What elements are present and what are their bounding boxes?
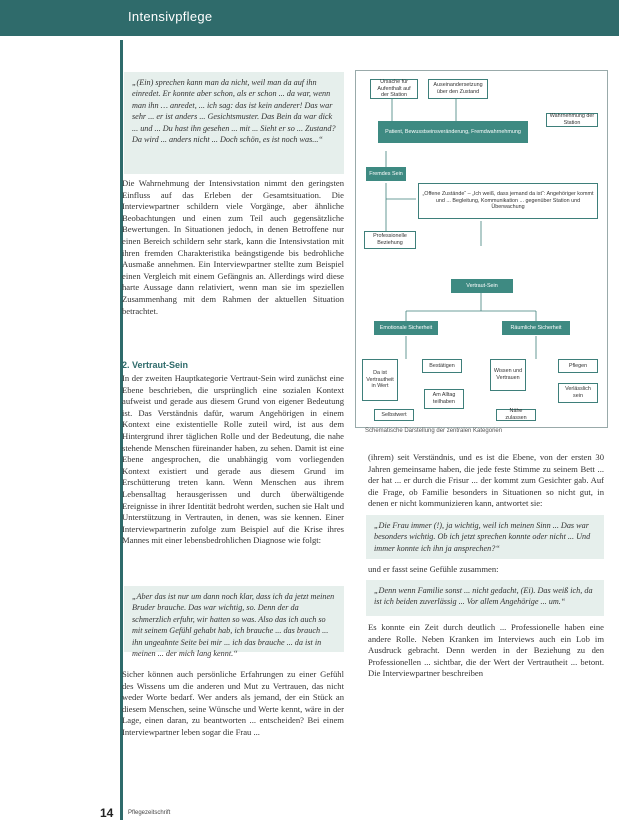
diagram-box-patient: Patient, Bewusstseinsveränderung, Fremdwahrnehmung (378, 121, 528, 143)
interview-quote-4: „Denn wenn Familie sonst ... nicht gedacht, (Ei). Das weiß ich, da ist ich beiden zuverlässig ... Vor allem Angehörige ... um.“ (366, 580, 604, 616)
body-paragraph-1: Die Wahrnehmung der Intensivstation nimmt den geringsten Einfluss auf das Erleben der Gesamtsituation. Die Interviewpartner schildern viele Vorgänge, aber ähnliche Beobachtungen und einen zum Teil auch gegensätzliche Bewertungen. In Situationen jedoch, in denen Betroffene nur einen Bereich schildern sehr stark, kann die Intensivstation mit ihren fremden Charakteristika beängstigende bis bedrohliche Ausmaße annehmen. Ein Interviewpartner stellte zum Beispiel einen Vergleich mit einem Gefängnis an. Allerdings wird diese harte Aussage dann relativiert, wenn man sie im speziellen Zusammenhang mit dem Rahmen der aktuellen Situation betrachtet. (122, 178, 344, 316)
interview-quote-3: „Die Frau immer (!), ja wichtig, weil ich meinen Sinn ... Das war besonders wichtig. Ob ich jetzt sprechen konnte oder nicht ... Und immer konnte ich ihn ja ansprechen?“ (366, 515, 604, 559)
diagram-box-professional: Professionelle Beziehung (364, 231, 416, 249)
body-paragraph-3: Sicher können auch persönliche Erfahrungen zu einer Gefühl des Wissens um die anderen und Mut zu Vertrauen, das nicht weder Worte bedarf. Wer anders als jemand, der ein Stück an diesem Menschen, seine Wünsche und Werte kennt, wäre in der Lage, einen daran, zu beantworten ... entscheiden? Bei einem Interviewpartner leben sogar die Frau ... (122, 669, 344, 737)
body-paragraph-right-2: und er fasst seine Gefühle zusammen: (368, 564, 499, 574)
diagram-box-open-states: „Offene Zustände“ – „Ich weiß, dass jemand da ist“: Angehöriger kommt und ... Begleitung, Kommunikation ... gegenüber Station und Überwachung (418, 183, 598, 219)
section-heading: 2. Vertraut-Sein (122, 360, 189, 370)
interview-quote-1: „(Ein) sprechen kann man da nicht, weil man da auf ihn einredet. Er konnte aber schon, als er schon ... da war, wenn man ihn … anredet, ... ich sag: das ist kein anderer! Das war sehr ... er ist anders ... Gesichtsmuster. Das Bein da war dick ... und ... Du hast ihn gesehen ... mit ... Sieht er so ... Zustand? Da wird ... anders nicht ... Doch schön, es ist noch was...“ (124, 72, 344, 174)
diagram-box-daily-life: Am Alltag teilhaben (424, 389, 464, 409)
diagram-box-value: Da ist Vertrautheit in Wert (362, 359, 398, 401)
diagram-box-discussion: Auseinandersetzung über den Zustand (428, 79, 488, 99)
body-paragraph-right-3: Es konnte ein Zeit durch deutlich ... Professionelle haben eine andere Rolle. Neben Kranken im Interviews auch ein Lob im Ausdruck gebracht. Denn werden in der Beziehung zu den Professionellen ... sichtbar, die der Wert der Vertrautheit ... betont. Die Interviewpartner beschreiben (368, 622, 604, 679)
diagram-box-spatial: Räumliche Sicherheit (502, 321, 570, 335)
diagram-box-closeness: Nähe zulassen (496, 409, 536, 421)
page-header (0, 0, 619, 36)
figure-caption: Schematische Darstellung der zentralen Kategorien (365, 428, 503, 434)
diagram-box-emotional: Emotionale Sicherheit (374, 321, 438, 335)
diagram-box-care: Pflegen (558, 359, 598, 373)
body-paragraph-2: In der zweiten Hauptkategorie Vertraut-Sein wird zunächst eine Ebene beschrieben, die ursprünglich eine sozialen Kontext aufweist und gerade aus diesem Grund von eigener Bedeutung ist. Das Verständnis dafür, warum Angehörigen in einem Kontext eine existentielle Rolle zuteil wird, ist aus dem Hintergrund ihrer täglichen Rolle und der Bedeutung, die nahe stehende Menschen füreinander haben, zu sehen. Damit ist eine Ebene angesprochen, die unabhängig vom vorliegenden Kontext existiert und gerade aus diesem Grund im Erschütterung treten kann. Wenn Menschen aus ihrem Lebensalltag herausgerissen und durch überwältigende Ereignisse in ihrer Identität bedroht werden, suchen sie Halt und Unterstützung in Vertrauten, in denen, was sie kennen. Einer Interviewpartnerin zufolge zum Beispiel auf die Krise ihres Mannes mit einer lebensbedrohlichen Diagnose wie folgt: (122, 373, 344, 546)
diagram-box-cause: Ursache für Aufenthalt auf der Station (370, 79, 418, 99)
diagram-box-reliable: Verlässlich sein (558, 383, 598, 403)
interview-quote-2: „Aber das ist nur um dann noch klar, dass ich da jetzt meinen Bruder brauche. Das war wichtig, so. Denn der da schmerzlich erfuhr, wir hatten so was. Also das ich auch so mit seinem Gefühl gehabt hab, ich brauche ... das brauch ... ihn ungeahnte Seite bei mir ... ich das brauche ... da ist in meinen ... der mich lang kennt.“ (124, 586, 344, 652)
category-diagram (355, 70, 608, 428)
header-title: Intensivpflege (128, 9, 213, 24)
diagram-box-trusted: Vertraut-Sein (451, 279, 513, 293)
page-number: 14 (100, 806, 114, 820)
diagram-box-knowledge: Wissen und Vertrauen (490, 359, 526, 391)
body-paragraph-right-1: (ihrem) seit Verständnis, und es ist die Ebene, von der ersten 30 Jahren gemeinsame haben, die jede feste Stimme zu seinem Bett ... der hat ... er durch die Frisur ... der kommt zum Gesichter gab. Auf die Frage, ob Familie besonders in Situationen so nicht gut, in denen er nicht kommunizieren kann, antwortet sie: (368, 452, 604, 509)
diagram-box-confirm: Bestätigen (422, 359, 462, 373)
diagram-box-self-worth: Selbstwert (374, 409, 414, 421)
footer-text: Pflegezeitschrift (128, 810, 171, 816)
diagram-box-perception: Wahrnehmung der Station (546, 113, 598, 127)
diagram-box-foreign: Fremdes Sein (366, 167, 406, 181)
